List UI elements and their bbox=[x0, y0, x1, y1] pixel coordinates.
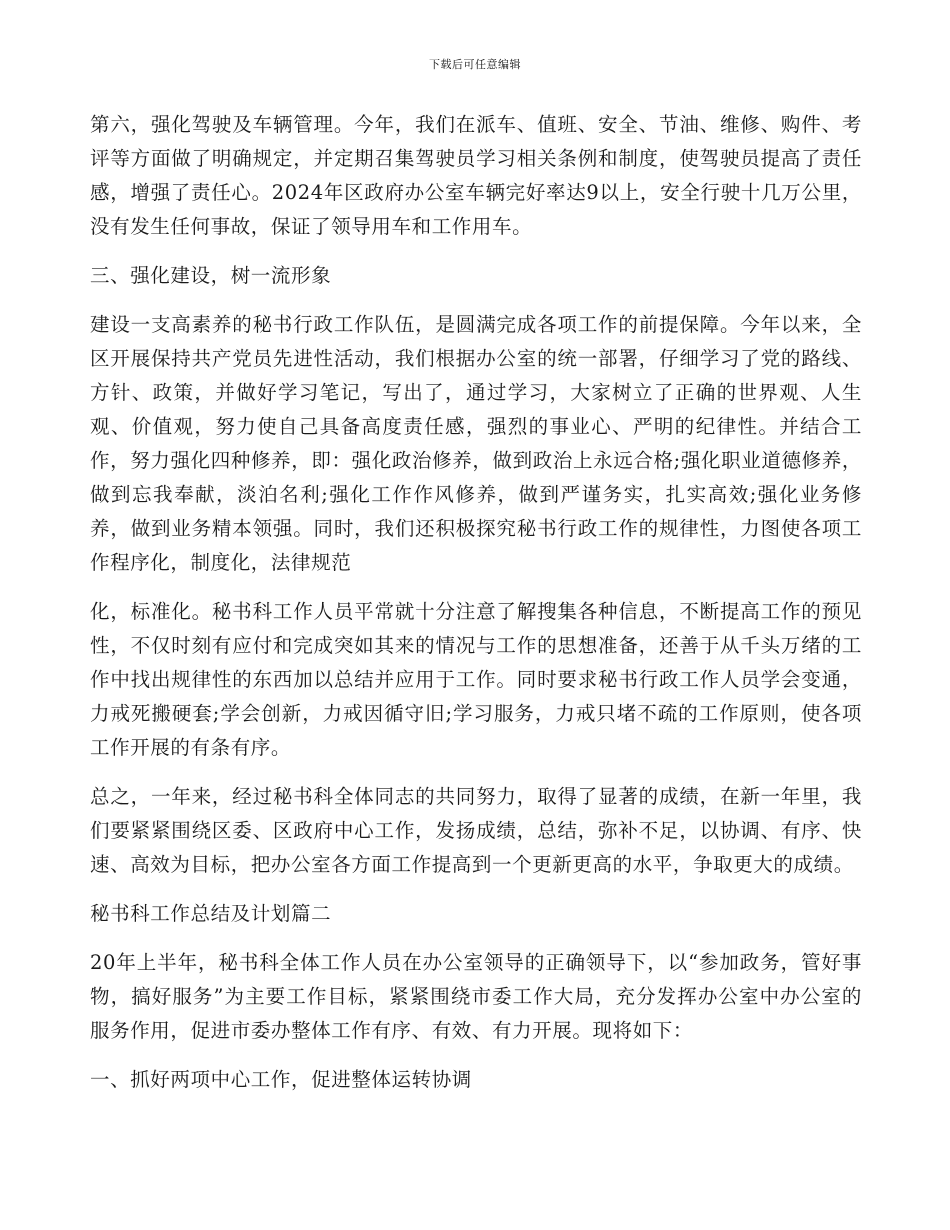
paragraph-vehicle-management: 第六，强化驾驶及车辆管理。今年，我们在派车、值班、安全、节油、维修、购件、考评等方面做了明确规定，并定期召集驾驶员学习相关条例和制度，使驾驶员提高了责任感，增强了责任心。2024年区政府办公室车辆完好率达9以上，安全行驶十几万公里，没有发生任何事故，保证了领导用车和工作用车。 bbox=[90, 113, 862, 238]
paragraph-standardization: 化，标准化。秘书科工作人员平常就十分注意了解搜集各种信息，不断提高工作的预见性，不仅时刻有应付和完成突如其来的情况与工作的思想准备，还善于从千头万绪的工作中找出规律性的东西加以总结并应用于工作。同时要求秘书行政工作人员学会变通，力戒死搬硬套;学会创新，力戒因循守旧;学习服务，力戒只堵不疏的工作原则，使各项工作开展的有条有序。 bbox=[90, 600, 862, 759]
document-body bbox=[90, 108, 862, 1112]
section-heading-strengthen-building: 三、强化建设，树一流形象 bbox=[90, 264, 332, 287]
section-heading-two-central-tasks: 一、抓好两项中心工作，促进整体运转协调 bbox=[90, 1068, 472, 1091]
paragraph-team-building: 建设一支高素养的秘书行政工作队伍，是圆满完成各项工作的前提保障。今年以来，全区开展保持共产党员先进性活动，我们根据办公室的统一部署，仔细学习了党的路线、方针、政策，并做好学习笔记，写出了，通过学习，大家树立了正确的世界观、人生观、价值观，努力使自己具备高度责任感，强烈的事业心、严明的纪律性。并结合工作，努力强化四种修养，即：强化政治修养，做到政治上永远合格;强化职业道德修养，做到忘我奉献，淡泊名利;强化工作作风修养，做到严谨务实，扎实高效;强化业务修养，做到业务精本领强。同时，我们还积极探究秘书行政工作的规律性，力图使各项工作程序化，制度化，法律规范 bbox=[90, 313, 862, 574]
section-heading-part-two: 秘书科工作总结及计划篇二 bbox=[90, 902, 332, 925]
paragraph-first-half-year: 20年上半年，秘书科全体工作人员在办公室领导的正确领导下，以“参加政务，管好事物，搞好服务”为主要工作目标，紧紧围绕市委工作大局，充分发挥办公室中办公室的服务作用，促进市委办整体工作有序、有效、有力开展。现将如下： bbox=[90, 951, 862, 1042]
page-header: 下载后可任意编辑 bbox=[429, 58, 521, 71]
paragraph-conclusion: 总之，一年来，经过秘书科全体同志的共同努力，取得了显著的成绩，在新一年里，我们要紧紧围绕区委、区政府中心工作，发扬成绩，总结，弥补不足，以协调、有序、快速、高效为目标，把办公室各方面工作提高到一个更新更高的水平，争取更大的成绩。 bbox=[90, 785, 862, 876]
